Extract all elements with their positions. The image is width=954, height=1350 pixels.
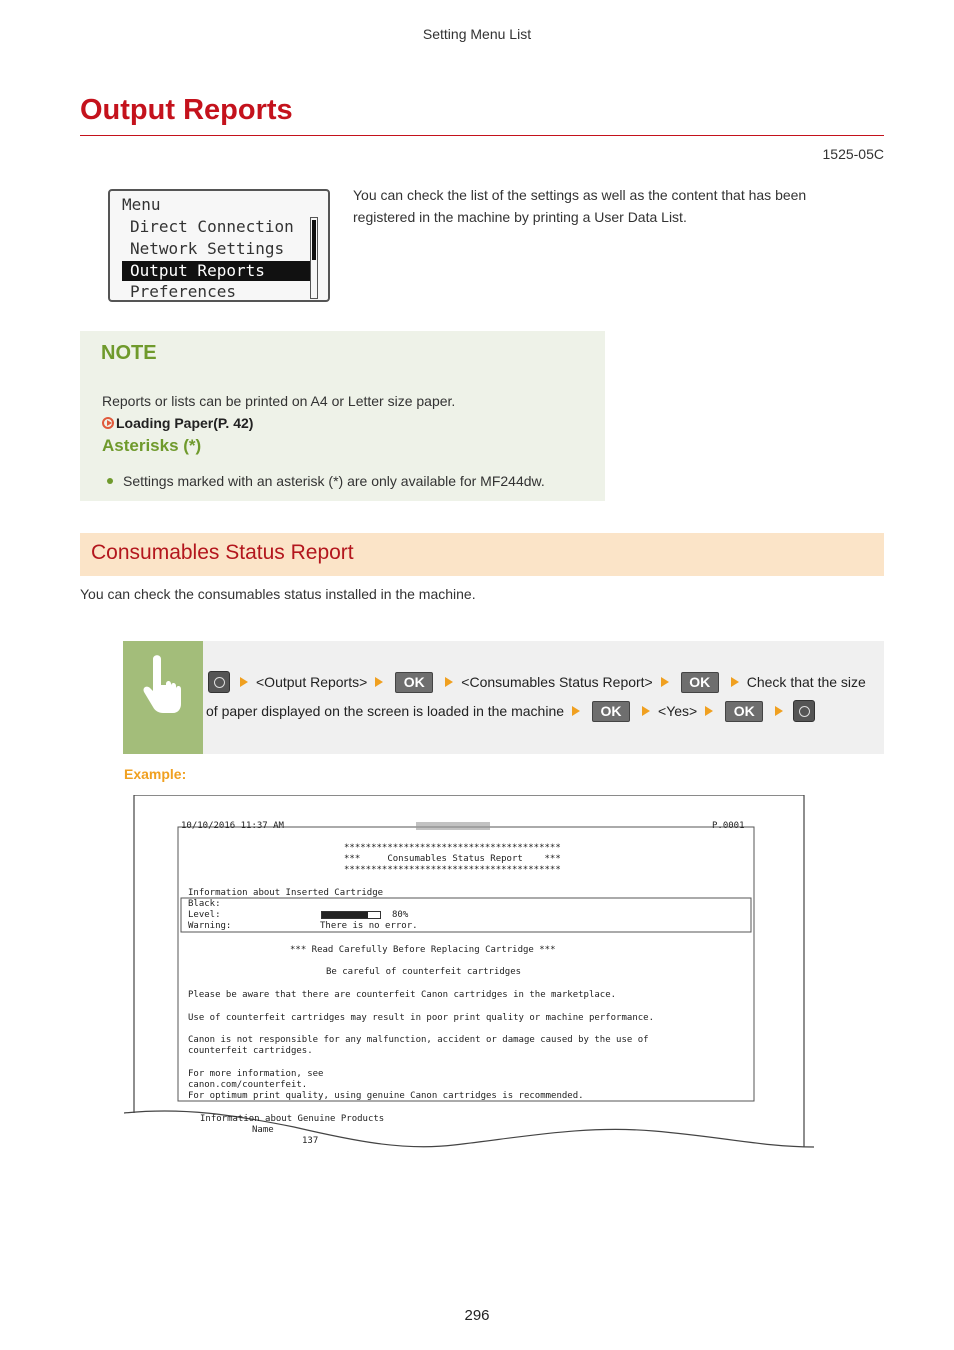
report-black-label: Black: [188,899,221,909]
ok-key-icon: OK [725,701,763,722]
operation-line-1 [206,671,866,693]
report-level-bar [321,911,381,919]
report-paragraph-4c: For optimum print quality, using genuine Canon cartridges is recommended. [188,1091,584,1101]
report-model-blurred [416,822,490,830]
step-arrow-icon [445,677,453,687]
step-arrow-icon [775,706,783,716]
step-arrow-icon [731,677,739,687]
lcd-menu-item: Preferences [130,282,236,301]
report-title: *** Consumables Status Report *** [344,854,561,864]
step-arrow-icon [240,677,248,687]
report-read-carefully: *** Read Carefully Before Replacing Cartridge *** [290,945,556,955]
document-id: 1525-05C [822,146,884,162]
asterisks-heading: Asterisks (*) [102,436,202,455]
report-info-heading: Information about Inserted Cartridge [188,888,384,898]
step-arrow-icon [375,677,383,687]
report-stars-bottom: **************************************** [344,865,561,875]
operation-steps-panel [203,641,884,754]
report-paragraph-2: Use of counterfeit cartridges may result in poor print quality or machine performance. [188,1013,654,1023]
report-model-partial: 137 [302,1136,319,1146]
hand-pointer-icon [123,641,203,754]
lcd-menu-item: Network Settings [130,239,285,258]
report-datetime: 10/10/2016 11:37 AM [181,821,284,831]
report-warning-value: There is no error. [320,921,418,931]
report-level-label: Level: [188,910,221,920]
ok-key-icon: OK [395,672,433,693]
page-number: 296 [464,1307,490,1324]
consumables-step: <Consumables Status Report> [461,674,653,690]
report-paragraph-3b: counterfeit cartridges. [188,1046,313,1056]
lcd-menu-item: Direct Connection [130,217,294,236]
link-label: Loading Paper(P. 42) [116,415,254,431]
section-text: You can check the consumables status installed in the machine. [80,586,476,602]
lcd-menu-item-selected: Output Reports [122,261,310,281]
ok-key-icon: OK [681,672,719,693]
home-key-icon [793,700,815,722]
asterisk-bullet [107,470,545,492]
step-arrow-icon [642,706,650,716]
ok-key-icon: OK [592,701,630,722]
step-arrow-icon [705,706,713,716]
note-text: Reports or lists can be printed on A4 or Letter size paper. [102,393,456,409]
asterisk-bullet-text: Settings marked with an asterisk (*) are only available for MF244dw. [123,473,545,489]
note-heading: NOTE [101,342,157,364]
report-genuine-heading: Information about Genuine Products [200,1114,385,1124]
operation-line-2 [206,700,817,722]
lcd-menu-screen [108,189,330,302]
lcd-scrollbar [310,217,318,299]
bullet-icon [107,478,113,484]
report-warning-label: Warning: [188,921,232,931]
report-page: P.0001 [712,821,745,831]
step-arrow-icon [661,677,669,687]
page-title: Output Reports [80,94,293,126]
report-paragraph-3a: Canon is not responsible for any malfunction, accident or damage caused by the use of [188,1035,649,1045]
lcd-menu-title: Menu [122,195,161,214]
report-name-label: Name [252,1125,274,1135]
report-paragraph-1: Please be aware that there are counterfeit Canon cartridges in the marketplace. [188,990,617,1000]
output-reports-step: <Output Reports> [256,674,368,690]
operation-hand-panel [123,641,203,754]
report-level-fill [322,912,368,918]
link-arrow-icon [102,417,114,429]
section-heading: Consumables Status Report [91,541,354,564]
report-paragraph-4a: For more information, see [188,1069,324,1079]
report-paragraph-4b: canon.com/counterfeit. [188,1080,308,1090]
yes-step: <Yes> [658,703,698,719]
home-key-icon [208,671,230,693]
loading-paper-link[interactable] [102,412,253,434]
step-arrow-icon [572,706,580,716]
report-level-value: 80% [392,910,409,920]
paper-loaded-step: of paper displayed on the screen is loaded in the machine [206,703,565,719]
report-stars-top: **************************************** [344,843,561,853]
example-label: Example: [124,766,187,782]
intro-paragraph: You can check the list of the settings as well as the content that has been registered in the machine by printing a User Data List. [353,187,807,225]
check-paper-step: Check that the size [746,674,866,690]
printed-report-sample [134,795,804,1150]
report-be-careful: Be careful of counterfeit cartridges [326,967,522,977]
title-divider [80,135,884,136]
running-header: Setting Menu List [422,26,532,42]
